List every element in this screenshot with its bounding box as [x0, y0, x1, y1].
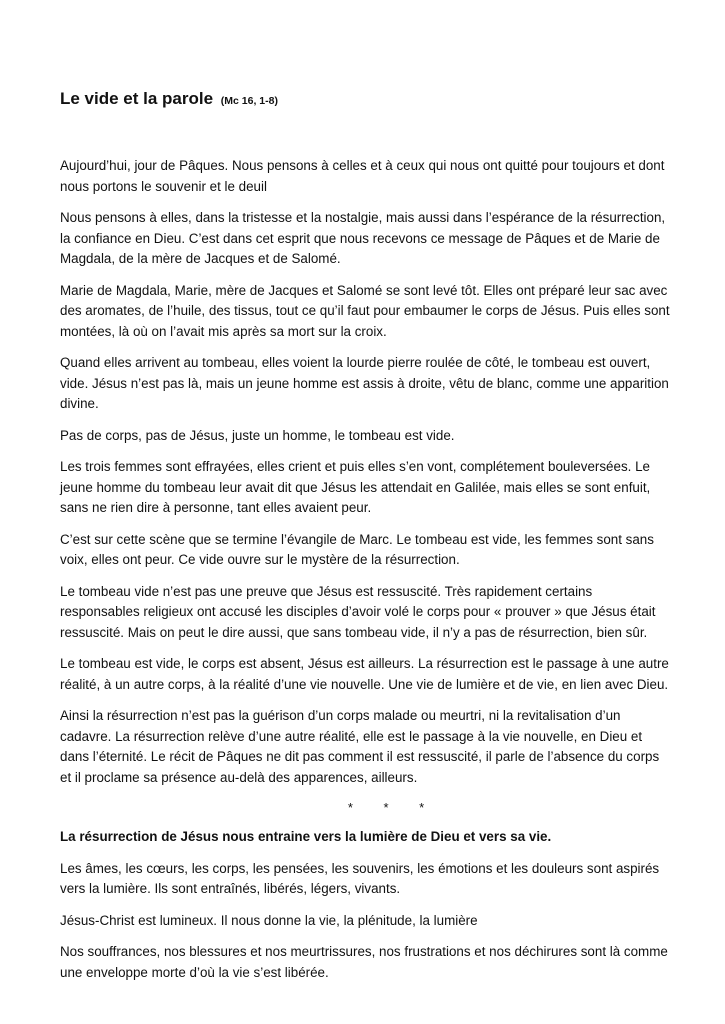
section-separator [60, 799, 672, 817]
separator-star: * [383, 800, 389, 815]
separator-star: * [347, 800, 353, 815]
paragraph: Les âmes, les cœurs, les corps, les pensées, les souvenirs, les émotions et les douleurs sont aspirés vers la lumière. Ils sont entraînés, libérés, légers, vivants. [60, 860, 660, 896]
paragraph: Pas de corps, pas de Jésus, juste un homme, le tombeau est vide. [60, 427, 455, 443]
separator-star: * [419, 800, 425, 815]
document-page [60, 88, 672, 994]
paragraph: Aujourd’hui, jour de Pâques. Nous pensons à celles et à ceux qui nous ont quitté pour toujours et dont nous portons le souvenir et le deuil [60, 158, 665, 194]
scripture-reference: (Mc 16, 1-8) [220, 95, 278, 107]
paragraph: C’est sur cette scène que se termine l’évangile de Marc. Le tombeau est vide, les femmes sont sans voix, elles ont peur. Ce vide ouvre sur le mystère de la résurrection. [60, 531, 654, 567]
paragraph: Ainsi la résurrection n’est pas la guérison d’un corps malade ou meurtri, ni la revitalisation d’un cadavre. La résurrection relève d’une autre réalité, elle est le passage à la vie nouvelle, en Dieu et dans l’éternité. Le récit de Pâques ne dit pas comment il est ressuscité, il parle de l’absence du corps et il proclame sa présence au-delà des apparences, ailleurs. [60, 708, 660, 785]
paragraph: Les trois femmes sont effrayées, elles crient et puis elles s’en vont, complétement bouleversées. Le jeune homme du tombeau leur avait dit que Jésus les attendait en Galilée, mais elles se sont enfuit, sans ne rien dire à personne, tant elles avaient peur. [60, 459, 651, 515]
paragraph: Le tombeau est vide, le corps est absent, Jésus est ailleurs. La résurrection est le passage à une autre réalité, à un autre corps, à la réalité d’une vie nouvelle. Une vie de lumière et de vie, en lien avec Dieu. [60, 656, 669, 692]
paragraph: Nous pensons à elles, dans la tristesse et la nostalgie, mais aussi dans l’espérance de la résurrection, la confiance en Dieu. C’est dans cet esprit que nous recevons ce message de Pâques et de Marie de Magdala, de la mère de Jacques et de Salomé. [60, 210, 666, 266]
document-title [60, 88, 672, 112]
paragraph: Jésus-Christ est lumineux. Il nous donne la vie, la plénitude, la lumière [60, 912, 478, 928]
bold-statement: La résurrection de Jésus nous entraine vers la lumière de Dieu et vers sa vie. [60, 829, 552, 844]
title-text: Le vide et la parole [60, 89, 214, 108]
paragraph: Quand elles arrivent au tombeau, elles voient la lourde pierre roulée de côté, le tombeau est ouvert, vide. Jésus n’est pas là, mais un jeune homme est assis à droite, vêtu de blanc, comme une apparition divine. [60, 355, 669, 411]
paragraph: Le tombeau vide n’est pas une preuve que Jésus est ressuscité. Très rapidement certains responsables religieux ont accusé les disciples d’avoir volé le corps pour « prouver » que Jésus était ressuscité. Mais on peut le dire aussi, que sans tombeau vide, il n’y a pas de résurrection, bien sûr. [60, 583, 656, 640]
paragraph: Nos souffrances, nos blessures et nos meurtrissures, nos frustrations et nos déchirures sont là comme une enveloppe morte d’où la vie s’est libérée. [60, 944, 668, 980]
paragraph: Marie de Magdala, Marie, mère de Jacques et Salomé se sont levé tôt. Elles ont préparé leur sac avec des aromates, de l’huile, des tissus, tout ce qu’il faut pour embaumer le corps de Jésus. Puis elles sont montées, là où on l’avait mis après sa mort sur la croix. [60, 282, 670, 339]
